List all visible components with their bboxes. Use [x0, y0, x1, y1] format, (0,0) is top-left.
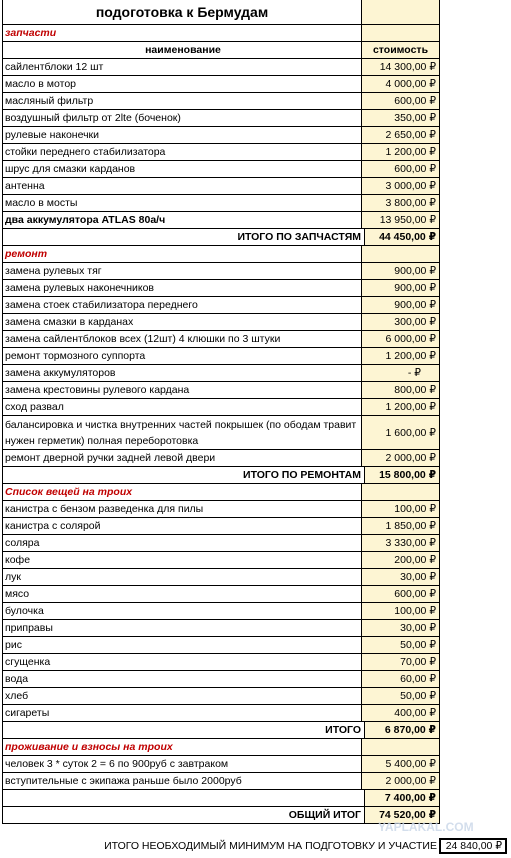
item-name: сгущенка: [5, 656, 51, 668]
table-row[interactable]: [3, 263, 440, 280]
item-cost: - ₽: [361, 365, 440, 381]
table-row[interactable]: [3, 195, 440, 212]
item-cost: 100,00 ₽: [361, 603, 440, 619]
item-cost: 900,00 ₽: [361, 297, 440, 313]
table-row[interactable]: [3, 382, 440, 399]
table-row[interactable]: [3, 586, 440, 603]
total-label: ИТОГО ПО РЕМОНТАМ: [243, 469, 361, 481]
item-name: антенна: [5, 180, 45, 192]
table-row[interactable]: [3, 705, 440, 722]
table-row[interactable]: [3, 671, 440, 688]
item-cost: 1 600,00 ₽: [361, 416, 440, 449]
grand-total-value: 74 520,00 ₽: [364, 807, 440, 823]
item-cost: 14 300,00 ₽: [361, 59, 440, 75]
section-row[interactable]: [3, 484, 440, 501]
table-row[interactable]: [3, 331, 440, 348]
item-name: канистра с бензом разведенка для пилы: [5, 503, 204, 515]
table-row[interactable]: [3, 688, 440, 705]
item-cost: 60,00 ₽: [361, 671, 440, 687]
item-cost: 3 330,00 ₽: [361, 535, 440, 551]
table-row[interactable]: [3, 297, 440, 314]
table-row[interactable]: [3, 212, 440, 229]
item-cost: 1 200,00 ₽: [361, 399, 440, 415]
item-name: вступительные с экипажа раньше было 2000руб: [5, 775, 242, 787]
total-value: 44 450,00 ₽: [364, 229, 440, 245]
total-value: 7 400,00 ₽: [364, 790, 440, 806]
title-cost-cell: [361, 0, 440, 24]
grand-total-row[interactable]: [3, 807, 440, 824]
total-label: ИТОГО: [325, 724, 361, 736]
section-label: Список вещей на троих: [5, 486, 133, 498]
cost-cell: [361, 246, 440, 262]
section-row[interactable]: [3, 25, 440, 42]
item-cost: 3 800,00 ₽: [361, 195, 440, 211]
minimum-label: ИТОГО НЕОБХОДИМЫЙ МИНИМУМ НА ПОДГОТОВКУ И УЧАСТИЕ: [104, 840, 437, 852]
table-row[interactable]: [3, 637, 440, 654]
minimum-value-cell[interactable]: 24 840,00 ₽: [439, 838, 507, 854]
header-row[interactable]: [3, 42, 440, 59]
item-name: хлеб: [5, 690, 29, 702]
item-name: масло в мосты: [5, 197, 78, 209]
table-row[interactable]: [3, 654, 440, 671]
item-cost: 1 850,00 ₽: [361, 518, 440, 534]
table-row[interactable]: [3, 620, 440, 637]
table-row[interactable]: [3, 127, 440, 144]
table-row[interactable]: [3, 450, 440, 467]
header-name: наименование: [145, 44, 221, 56]
table-row[interactable]: [3, 416, 440, 450]
table-row[interactable]: [3, 76, 440, 93]
cost-cell: [361, 739, 440, 755]
spreadsheet: [2, 0, 440, 824]
item-name: стойки переднего стабилизатора: [5, 146, 166, 158]
item-name: замена смазки в карданах: [5, 316, 134, 328]
total-row[interactable]: [3, 467, 440, 484]
item-name: сайлентблоки 12 шт: [5, 61, 104, 73]
item-name: сход развал: [5, 401, 64, 413]
item-cost: 30,00 ₽: [361, 569, 440, 585]
item-cost: 200,00 ₽: [361, 552, 440, 568]
table-row[interactable]: [3, 535, 440, 552]
section-label: проживание и взносы на троих: [5, 741, 173, 753]
table-row[interactable]: [3, 178, 440, 195]
item-cost: 50,00 ₽: [361, 637, 440, 653]
item-cost: 30,00 ₽: [361, 620, 440, 636]
table-row[interactable]: [3, 569, 440, 586]
table-row[interactable]: [3, 365, 440, 382]
table-row[interactable]: [3, 399, 440, 416]
watermark: YAPLAKAL.COM: [378, 820, 474, 834]
item-name: ремонт дверной ручки задней левой двери: [5, 452, 216, 464]
item-name: вода: [5, 673, 29, 685]
item-name: ремонт тормозного суппорта: [5, 350, 146, 362]
total-label: ИТОГО ПО ЗАПЧАСТЯМ: [237, 231, 361, 243]
table-row[interactable]: [3, 348, 440, 365]
item-name: булочка: [5, 605, 44, 617]
item-cost: 100,00 ₽: [361, 501, 440, 517]
item-name: балансировка и чистка внутренних частей покрышек (по ободам травит нужен герметик) полная переборотовка: [5, 418, 357, 447]
item-cost: 400,00 ₽: [361, 705, 440, 721]
total-label: [3, 790, 364, 806]
table-row[interactable]: [3, 144, 440, 161]
table-row[interactable]: [3, 280, 440, 297]
item-cost: 300,00 ₽: [361, 314, 440, 330]
item-name: соляра: [5, 537, 40, 549]
section-row[interactable]: [3, 246, 440, 263]
item-name: два аккумулятора ATLAS 80а/ч: [5, 214, 166, 226]
item-cost: 600,00 ₽: [361, 161, 440, 177]
item-cost: 2 650,00 ₽: [361, 127, 440, 143]
item-cost: 50,00 ₽: [361, 688, 440, 704]
item-name: шрус для смазки карданов: [5, 163, 136, 175]
table-row[interactable]: [3, 501, 440, 518]
item-cost: 70,00 ₽: [361, 654, 440, 670]
item-name: замена сайлентблоков всех (12шт) 4 клюшки по 3 штуки: [5, 333, 281, 345]
page-title: подоготовка к Бермудам: [95, 4, 269, 20]
table-row[interactable]: [3, 552, 440, 569]
total-value: 6 870,00 ₽: [364, 722, 440, 738]
item-name: лук: [5, 571, 21, 583]
table-row[interactable]: [3, 93, 440, 110]
item-name: замена рулевых тяг: [5, 265, 102, 277]
item-name: замена рулевых наконечников: [5, 282, 155, 294]
table-row[interactable]: [3, 603, 440, 620]
table-row[interactable]: [3, 59, 440, 76]
item-cost: 600,00 ₽: [361, 93, 440, 109]
item-name: масло в мотор: [5, 78, 77, 90]
item-cost: 3 000,00 ₽: [361, 178, 440, 194]
section-label: запчасти: [5, 27, 57, 39]
item-cost: 900,00 ₽: [361, 263, 440, 279]
item-name: воздушный фильтр от 2lte (боченок): [5, 112, 181, 124]
total-value: 15 800,00 ₽: [364, 467, 440, 483]
item-cost: 4 000,00 ₽: [361, 76, 440, 92]
table-row[interactable]: [3, 518, 440, 535]
cost-cell: [361, 25, 440, 41]
total-row[interactable]: [3, 229, 440, 246]
grand-total-label: ОБЩИЙ ИТОГ: [288, 809, 361, 821]
item-cost: 5 400,00 ₽: [361, 756, 440, 772]
item-cost: 6 000,00 ₽: [361, 331, 440, 347]
item-cost: 2 000,00 ₽: [361, 450, 440, 466]
item-name: масляный фильтр: [5, 95, 94, 107]
item-cost: 2 000,00 ₽: [361, 773, 440, 789]
item-name: приправы: [5, 622, 53, 634]
item-name: мясо: [5, 588, 30, 600]
item-name: замена стоек стабилизатора переднего: [5, 299, 198, 311]
section-row[interactable]: [3, 739, 440, 756]
cost-cell: [361, 484, 440, 500]
item-cost: 800,00 ₽: [361, 382, 440, 398]
item-cost: 900,00 ₽: [361, 280, 440, 296]
total-row[interactable]: [3, 722, 440, 739]
item-cost: 350,00 ₽: [361, 110, 440, 126]
item-name: кофе: [5, 554, 31, 566]
table-row[interactable]: [3, 110, 440, 127]
section-label: ремонт: [5, 248, 48, 260]
header-cost: стоимость: [361, 42, 440, 58]
item-name: рулевые наконечки: [5, 129, 99, 141]
item-name: замена аккумуляторов: [5, 367, 116, 379]
item-name: замена крестовины рулевого кардана: [5, 384, 190, 396]
title-row: [3, 0, 440, 25]
item-name: человек 3 * суток 2 = 6 по 900руб с завтраком: [5, 758, 229, 770]
table-row[interactable]: [3, 756, 440, 773]
item-cost: 1 200,00 ₽: [361, 144, 440, 160]
minimum-row[interactable]: [2, 838, 507, 854]
item-name: канистра с солярой: [5, 520, 101, 532]
item-cost: 13 950,00 ₽: [361, 212, 440, 228]
table-row[interactable]: [3, 773, 440, 790]
table-row[interactable]: [3, 314, 440, 331]
item-cost: 1 200,00 ₽: [361, 348, 440, 364]
table-row[interactable]: [3, 161, 440, 178]
total-row[interactable]: [3, 790, 440, 807]
item-name: сигареты: [5, 707, 50, 719]
item-cost: 600,00 ₽: [361, 586, 440, 602]
item-name: рис: [5, 639, 22, 651]
